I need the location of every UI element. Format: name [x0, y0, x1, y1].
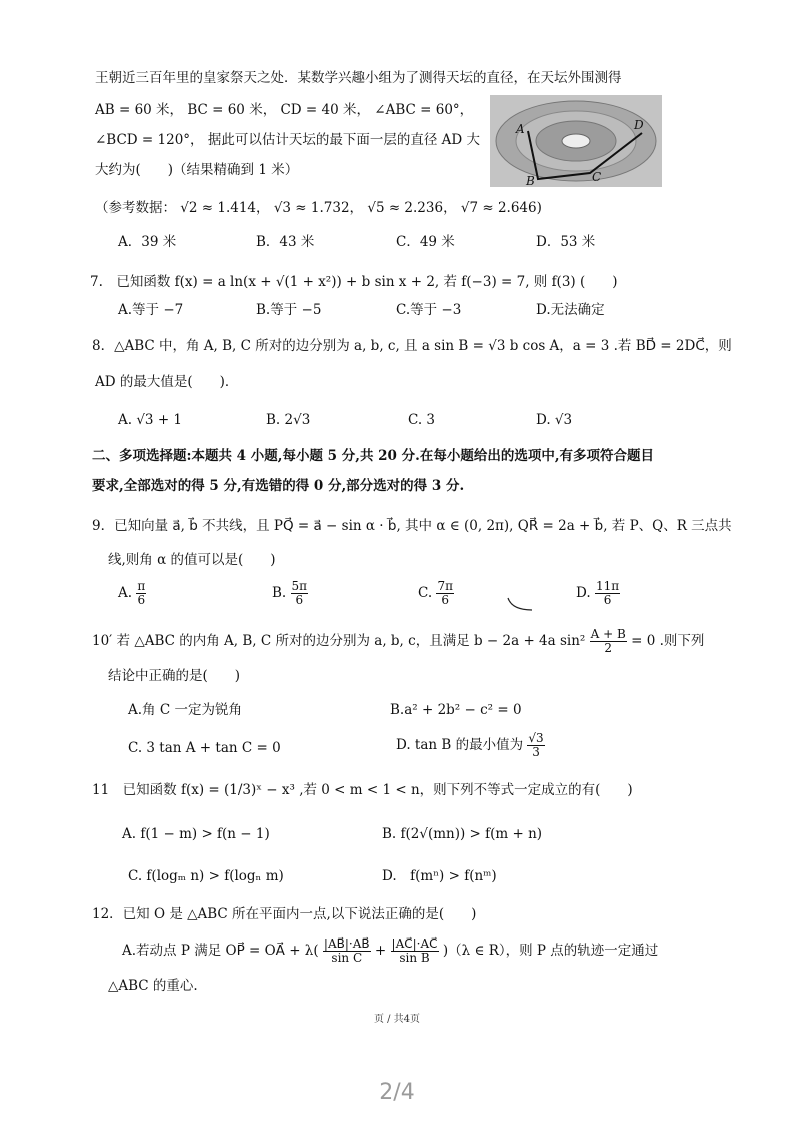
q7-option-c: C.等于 −3 [396, 302, 462, 318]
q10-stem-fraction-den: 2 [604, 641, 613, 655]
q12-stem: 12．已知 O 是 △ABC 所在平面内一点,以下说法正确的是( ) [92, 906, 477, 922]
q10-option-d-num: √3 [528, 731, 544, 745]
q11-option-b: B. f(2√(mn)) > f(m + n) [382, 826, 543, 842]
q9-option-a-denominator: 6 [137, 593, 146, 607]
q11-option-a: A. f(1 − m) > f(n − 1) [122, 826, 270, 842]
q9-option-c [418, 580, 454, 607]
q9-option-c-letter: C. [418, 585, 433, 601]
q7-stem: 7. 已知函数 f(x) = a ln(x + √(1 + x²)) + b sin x + 2, 若 f(−3) = 7, 则 f(3) ( ) [90, 274, 618, 290]
temple-diagram [490, 95, 662, 187]
q9-option-c-numerator: 7π [437, 579, 453, 593]
q9-option-a-letter: A. [118, 585, 133, 601]
q10-stem-fraction [590, 628, 627, 655]
q9-option-b-denominator: 6 [295, 593, 304, 607]
q10-option-b: B.a² + 2b² − c² = 0 [390, 702, 522, 718]
q10-stem-line1 [92, 628, 794, 655]
q12-option-a-fraction2-den: sin B [399, 951, 430, 965]
section2-heading-line2: 要求,全部选对的得 5 分,有选错的得 0 分,部分选对的得 3 分. [92, 478, 465, 494]
q12-option-a-fraction2-num: |AC⃗|·AC⃗ [391, 937, 438, 951]
q10-option-d-fraction [527, 732, 544, 759]
q12-option-a-line2: △ABC 的重心. [108, 978, 198, 994]
q12-option-a-fraction2 [391, 938, 439, 965]
q9-option-b-numerator: 5π [291, 579, 308, 593]
q9-option-a [118, 580, 146, 607]
photo-label-c: C [592, 170, 602, 184]
q9-stem-line1: 9．已知向量 a⃗, b⃗ 不共线，且 PQ⃗ = a⃗ − sin α · b⃗, 其中 α ∈ (0, 2π), QR⃗ = 2a + b⃗, 若 P、Q、R 三点共 [92, 518, 732, 534]
q11-option-c: C. f(logₘ n) > f(logₙ m) [128, 868, 284, 884]
q9-option-c-fraction [436, 580, 454, 607]
q7-option-d: D.无法确定 [536, 302, 605, 318]
q10-option-d [396, 732, 545, 759]
temple-photo [490, 95, 662, 187]
q6-reference-data: （参考数据： √2 ≈ 1.414， √3 ≈ 1.732， √5 ≈ 2.236， √7 ≈ 2.646) [95, 200, 542, 216]
q8-stem-line2: AD 的最大值是( )． [95, 374, 239, 390]
q10-option-d-den: 3 [532, 745, 540, 759]
q6-line4: 大约为( )（结果精确到 1 米） [95, 162, 299, 178]
q9-option-a-fraction [136, 580, 146, 607]
q10-stem-text-a: 10′ 若 △ABC 的内角 A, B, C 所对的边分别为 a, b, c，且满足 b − 2a + 4a sin² [92, 633, 586, 649]
q9-option-c-denominator: 6 [441, 593, 450, 607]
q8-option-a: A. √3 + 1 [118, 412, 183, 428]
q8-option-d: D. √3 [536, 412, 573, 428]
q10-stem-text-b: = 0 .则下列 [631, 633, 705, 649]
q8-option-c: C. 3 [408, 412, 436, 428]
q9-option-d-numerator: 11π [595, 579, 620, 593]
q7-option-a: A.等于 −7 [118, 302, 184, 318]
page-footer-label: 页 / 共4页 [373, 1014, 421, 1025]
q12-option-a-text-a: A.若动点 P 满足 OP⃗ = OA⃗ + λ( [122, 943, 319, 959]
q9-option-d-letter: D. [576, 585, 591, 601]
page-indicator: 2/4 [379, 1080, 415, 1105]
q6-option-c: C．49 米 [396, 234, 455, 250]
q9-option-a-numerator: π [137, 579, 146, 593]
q9-option-b-fraction [291, 580, 309, 607]
section2-heading-line1: 二、多项选择题:本题共 4 小题,每小题 5 分,共 20 分.在每小题给出的选项中,有多项符合题目 [92, 448, 655, 464]
pen-mark [506, 596, 536, 614]
q12-option-a-text-b: )（λ ∈ R），则 P 点的轨迹一定通过 [442, 943, 659, 959]
photo-label-b: B [526, 174, 535, 187]
photo-label-d: D [634, 118, 644, 132]
q8-option-b: B. 2√3 [266, 412, 311, 428]
q12-option-a-plus: + [374, 943, 387, 959]
q8-stem-line1: 8．△ABC 中，角 A, B, C 所对的边分别为 a, b, c, 且 a sin B = √3 b cos A，a = 3 .若 BD⃗ = 2DC⃗，则 [92, 338, 732, 354]
q6-option-d: D．53 米 [536, 234, 596, 250]
q9-option-d-denominator: 6 [603, 593, 612, 607]
q7-option-b: B.等于 −5 [256, 302, 322, 318]
q6-line3: ∠BCD = 120°， 据此可以估计天坛的最下面一层的直径 AD 大 [95, 132, 480, 148]
q12-option-a-fraction1 [323, 938, 371, 965]
q10-stem-line2: 结论中正确的是( ) [108, 668, 241, 684]
q6-option-b: B．43 米 [256, 234, 315, 250]
q10-option-c: C. 3 tan A + tan C = 0 [128, 740, 281, 756]
q9-stem-line2: 线,则角 α 的值可以是( ) [108, 552, 276, 568]
q9-option-b-letter: B. [272, 585, 287, 601]
q10-option-a: A.角 C 一定为锐角 [128, 702, 242, 718]
q10-option-d-text: D. tan B 的最小值为 [396, 737, 524, 753]
q12-option-a-line1 [122, 938, 794, 965]
q6-option-a: A．39 米 [118, 234, 177, 250]
q11-option-d: D. f(mⁿ) > f(nᵐ) [382, 868, 497, 884]
q12-option-a-fraction1-den: sin C [331, 951, 363, 965]
q6-line1: 王朝近三百年里的皇家祭天之处．某数学兴趣小组为了测得天坛的直径，在天坛外围测得 [95, 70, 622, 86]
photo-label-a: A [516, 122, 525, 136]
q6-line2: AB = 60 米， BC = 60 米， CD = 40 米， ∠ABC = 60°， [95, 102, 474, 118]
q9-option-d-fraction [595, 580, 620, 607]
q11-stem: 11 已知函数 f(x) = (1/3)ˣ − x³ ,若 0 < m < 1 < n，则下列不等式一定成立的有( ) [92, 782, 633, 798]
q12-option-a-fraction1-num: |AB⃗|·AB⃗ [323, 937, 370, 951]
q10-stem-fraction-num: A + B [590, 627, 626, 641]
q9-option-d [576, 580, 620, 607]
q9-option-b [272, 580, 308, 607]
